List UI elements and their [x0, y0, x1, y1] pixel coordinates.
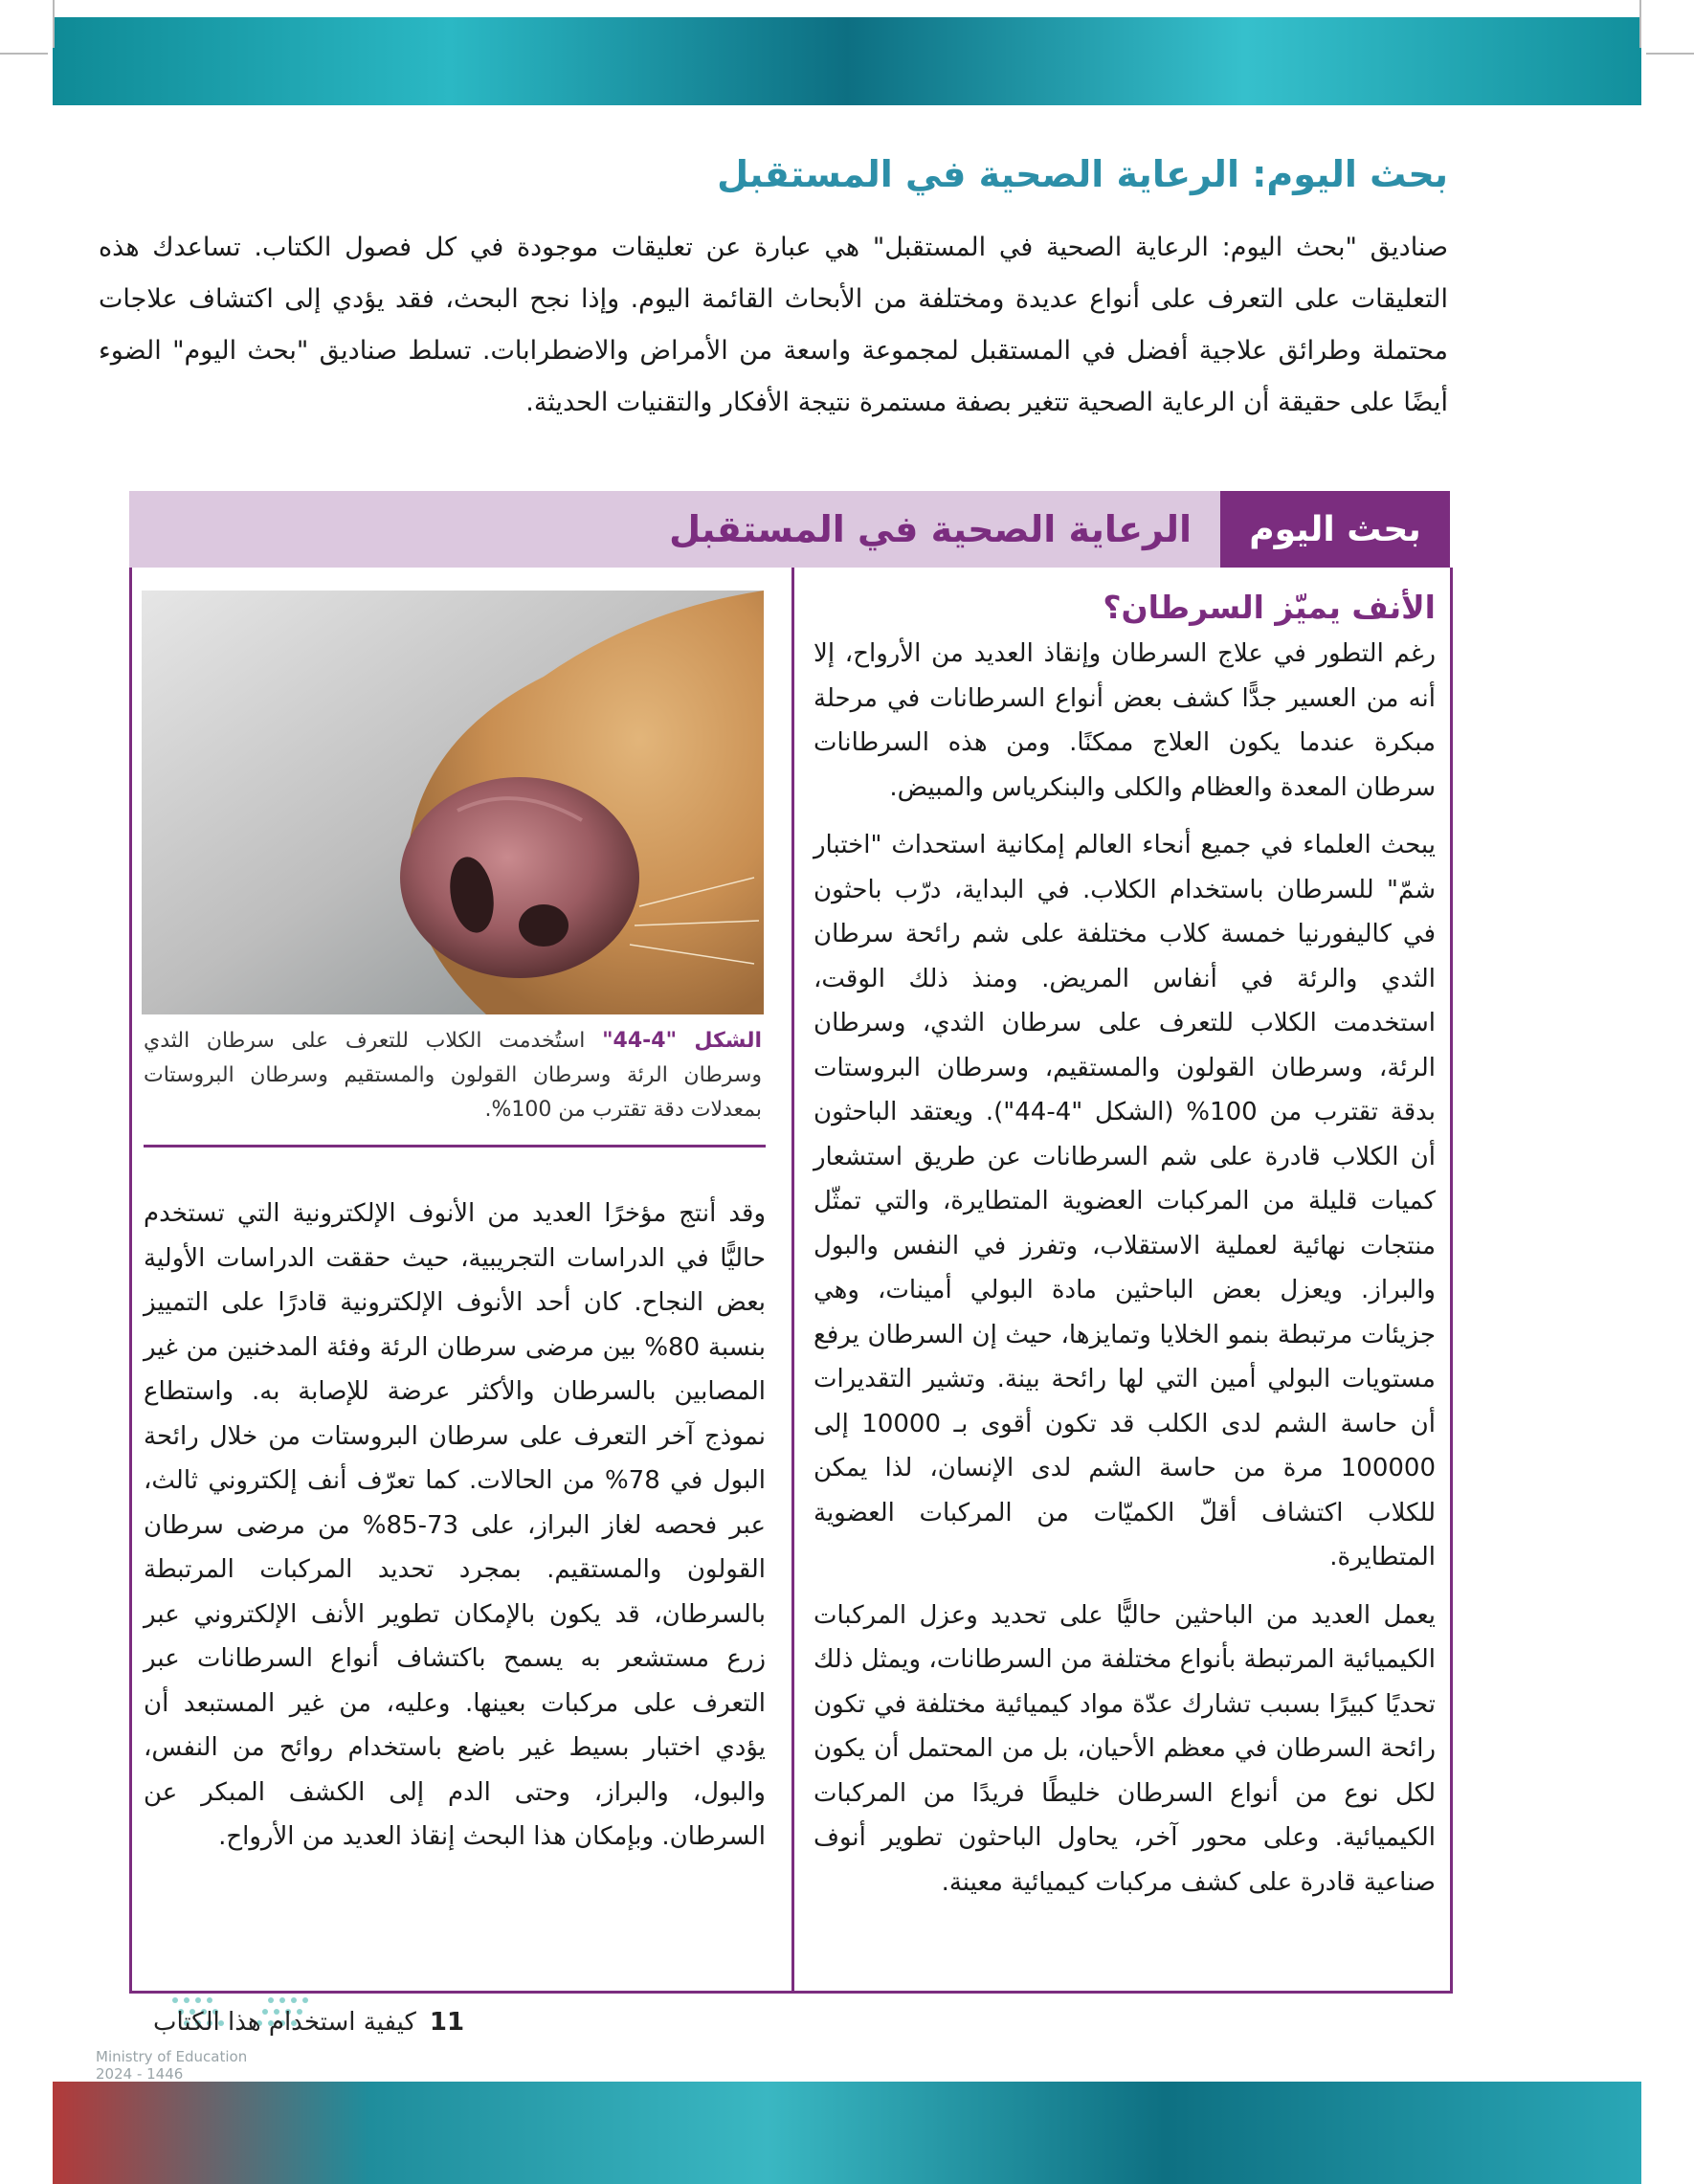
- dog-nose-photo: [142, 591, 764, 1014]
- article-paragraph: يبحث العلماء في جميع أنحاء العالم إمكانية استحداث "اختبار شمّ" للسرطان باستخدام الكلاب. في البداية، درّب باحثون في كاليفورنيا خمسة كلاب مختلفة على شم رائحة سرطان الثدي والرئة في أنفاس المريض. ومنذ ذلك الوقت، استخدمت الكلاب للتعرف على سرطان الثدي، وسرطان الرئة، وسرطان القولون والمستقيم، وسرطان البروستات بدقة تقترب من 100% (الشكل "4-44"). ويعتقد الباحثون أن الكلاب قادرة على شم السرطانات عن طريق استشعار كميات قليلة من المركبات العضوية المتطايرة، والتي تمثّل منتجات نهائية لعملية الاستقلاب، وتفرز في النفس والبول والبراز. ويعزل بعض الباحثين مادة البولي أمينات، وهي جزيئات مرتبطة بنمو الخلايا وتمايزها، حيث إن السرطان يرفع مستويات البولي أمين التي لها رائحة بينة. وتشير التقديرات أن حاسة الشم لدى الكلب قد تكون أقوى بـ 10000 إلى 100000 مرة من حاسة الشم لدى الإنسان، لذا يمكن للكلاب اكتشاف أقلّ الكميّات من المركبات العضوية المتطايرة.: [814, 831, 1437, 1571]
- article-heading: الأنف يميّز السرطان؟: [1103, 589, 1436, 626]
- section-title: بحث اليوم: الرعاية الصحية في المستقبل: [717, 153, 1448, 195]
- caption-divider: [144, 1145, 766, 1148]
- bottom-decorative-band: [53, 2082, 1641, 2184]
- research-box-tag: بحث اليوم: [1220, 491, 1450, 568]
- right-column: [814, 589, 1436, 1918]
- intro-paragraph: صناديق "بحث اليوم: الرعاية الصحية في المستقبل" هي عبارة عن تعليقات موجودة في كل فصول الكتاب. تساعدك هذه التعليقات على التعرف على أنواع عديدة ومختلفة من الأبحاث القائمة اليوم. وإذا نجح البحث، فقد يؤدي إلى اكتشاف علاجات محتملة وطرائق علاجية أفضل في المستقبل لمجموعة واسعة من الأمراض والاضطرابات. تسلط صناديق "بحث اليوم" الضوء أيضًا على حقيقة أن الرعاية الصحية تتغير بصفة مستمرة نتيجة الأفكار والتقنيات الحديثة.: [99, 233, 1448, 417]
- figure-label: الشكل "4-44": [602, 1029, 762, 1053]
- research-box-header: [129, 491, 1450, 568]
- footer-label: [153, 2008, 464, 2037]
- left-column-text: وقد أنتج مؤخرًا العديد من الأنوف الإلكترونية التي تستخدم حاليًّا في الدراسات التجريبية، حيث حققت الدراسات الأولية بعض النجاح. كان أحد الأنوف الإلكترونية قادرًا على التمييز بنسبة 80% بين مرضى سرطان الرئة وفئة المدخنين من غير المصابين بالسرطان والأكثر عرضة للإصابة به. واستطاع نموذج آخر التعرف على سرطان البروستات من خلال رائحة البول في 78% من الحالات. كما تعرّف أنف إلكتروني ثالث، عبر فحصه لغاز البراز، على 73-85% من مرضى سرطان القولون والمستقيم. بمجرد تحديد المركبات المرتبطة بالسرطان، قد يكون بالإمكان تطوير الأنف الإلكتروني عبر زرع مستشعر به يسمح باكتشاف أنواع السرطانات عبر التعرف على مركبات بعينها. وعليه، من غير المستبعد أن يؤدي اختبار بسيط غير باضع باستخدام روائح من النفس، والبول، والبراز، وحتى الدم إلى الكشف المبكر عن السرطان. وبإمكان هذا البحث إنقاذ العديد من الأرواح.: [144, 1199, 766, 1851]
- page-number: 11: [429, 2008, 465, 2037]
- column-divider: [791, 568, 794, 1994]
- ministry-name: Ministry of Education: [96, 2048, 248, 2065]
- crop-mark: [0, 53, 48, 55]
- crop-mark: [1646, 53, 1694, 55]
- figure-caption-text: استُخدمت الكلاب للتعرف على سرطان الثدي وسرطان الرئة وسرطان القولون والمستقيم وسرطان البروستات بمعدلات دقة تقترب من 100%.: [144, 1029, 762, 1122]
- top-decorative-band: [53, 17, 1641, 105]
- ministry-caption: [96, 2048, 247, 2083]
- footer-book-label: كيفية استخدام هذا الكتاب: [153, 2008, 416, 2037]
- article-paragraph: رغم التطور في علاج السرطان وإنقاذ العديد من الأرواح، إلا أنه من العسير جدًّا كشف بعض أنواع السرطانات في مرحلة مبكرة عندما يكون العلاج ممكنًا. ومن هذه السرطانات سرطان المعدة والعظام والكلى والبنكرياس والمبيض.: [814, 639, 1436, 802]
- dog-nose-illustration: [142, 591, 764, 1014]
- figure-caption: [144, 1024, 762, 1127]
- research-box-title: الرعاية الصحية في المستقبل: [669, 508, 1192, 550]
- crop-mark: [1639, 0, 1641, 48]
- ministry-year: 2024 - 1446: [96, 2065, 184, 2083]
- article-paragraph: يعمل العديد من الباحثين حاليًّا على تحديد وعزل المركبات الكيميائية المرتبطة بأنواع مختلفة من السرطانات، ويمثل ذلك تحديًا كبيرًا بسبب تشارك عدّة مواد كيميائية مختلفة في تكون رائحة السرطان في معظم الأحيان، بل من المحتمل أن يكون لكل نوع من أنواع السرطان خليطًا فريدًا من المركبات الكيميائية. وعلى محور آخر، يحاول الباحثون تطوير أنوف صناعية قادرة على كشف مركبات كيميائية معينة.: [814, 1600, 1436, 1897]
- crop-mark: [53, 0, 55, 48]
